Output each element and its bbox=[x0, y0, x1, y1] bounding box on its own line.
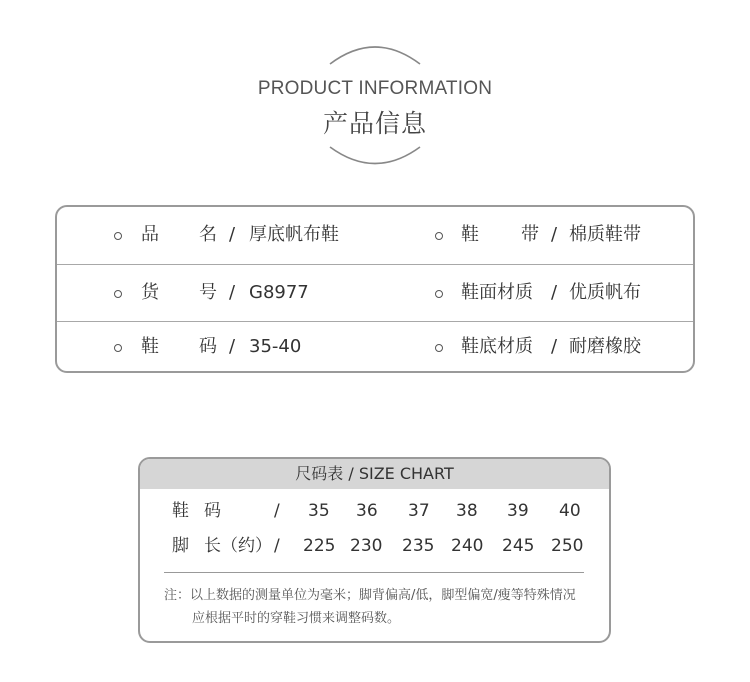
size-chart-divider bbox=[164, 572, 584, 573]
info-label-char: 名 bbox=[199, 224, 217, 245]
length-row-label: 长（约） bbox=[204, 536, 272, 556]
size-note-line2: 应根据平时的穿鞋习惯来调整码数。 bbox=[192, 611, 401, 626]
info-value: 棉质鞋带 bbox=[569, 224, 641, 245]
header-title-zh: 产品信息 bbox=[322, 109, 427, 138]
length-value: 250 bbox=[551, 536, 584, 556]
bullet-icon bbox=[435, 232, 443, 240]
info-label-char: 品 bbox=[141, 224, 159, 245]
size-value: 37 bbox=[408, 501, 430, 521]
info-label: 鞋面材质 bbox=[461, 282, 533, 303]
info-label-char: 鞋 bbox=[141, 336, 159, 357]
info-separator: / bbox=[229, 282, 236, 303]
info-label-char: 货 bbox=[141, 282, 159, 303]
info-label-char: 码 bbox=[199, 336, 217, 357]
header-title-en: PRODUCT INFORMATION bbox=[257, 78, 493, 99]
bullet-icon bbox=[435, 290, 443, 298]
length-row-separator: / bbox=[274, 536, 280, 556]
size-value: 39 bbox=[507, 501, 529, 521]
bottom-arc bbox=[330, 147, 420, 164]
length-value: 225 bbox=[303, 536, 336, 556]
top-arc bbox=[330, 47, 420, 64]
info-value: 厚底帆布鞋 bbox=[249, 224, 339, 245]
size-row-label-char: 码 bbox=[204, 501, 221, 521]
bullet-icon bbox=[114, 232, 122, 240]
size-value: 35 bbox=[308, 501, 330, 521]
length-value: 245 bbox=[502, 536, 535, 556]
info-separator: / bbox=[551, 282, 558, 303]
length-row-label-char: 脚 bbox=[172, 536, 189, 556]
info-separator: / bbox=[229, 224, 236, 245]
length-value: 240 bbox=[451, 536, 484, 556]
info-row bbox=[57, 321, 693, 374]
info-value: 耐磨橡胶 bbox=[569, 336, 641, 357]
size-note-line1: 注：以上数据的测量单位为毫米；脚背偏高/低，脚型偏宽/瘦等特殊情况 bbox=[164, 588, 576, 603]
size-value: 36 bbox=[356, 501, 378, 521]
info-value: G8977 bbox=[249, 282, 309, 303]
length-value: 235 bbox=[402, 536, 435, 556]
size-value: 38 bbox=[456, 501, 478, 521]
size-chart-box bbox=[138, 457, 611, 643]
size-row-separator: / bbox=[274, 501, 280, 521]
info-separator: / bbox=[551, 336, 558, 357]
info-separator: / bbox=[229, 336, 236, 357]
size-value: 40 bbox=[559, 501, 581, 521]
length-value: 230 bbox=[350, 536, 383, 556]
size-row-label-char: 鞋 bbox=[172, 501, 189, 521]
size-chart-title: 尺码表 / SIZE CHART bbox=[140, 459, 609, 489]
info-label-char: 带 bbox=[521, 224, 539, 245]
bullet-icon bbox=[114, 344, 122, 352]
bullet-icon bbox=[114, 290, 122, 298]
bullet-icon bbox=[435, 344, 443, 352]
info-label-char: 鞋 bbox=[461, 224, 479, 245]
info-label: 鞋底材质 bbox=[461, 336, 533, 357]
info-value: 35-40 bbox=[249, 336, 302, 357]
info-separator: / bbox=[551, 224, 558, 245]
info-row bbox=[57, 264, 693, 321]
info-value: 优质帆布 bbox=[569, 282, 641, 303]
info-label-char: 号 bbox=[199, 282, 217, 303]
info-row bbox=[57, 207, 693, 263]
product-info-box bbox=[55, 205, 695, 373]
